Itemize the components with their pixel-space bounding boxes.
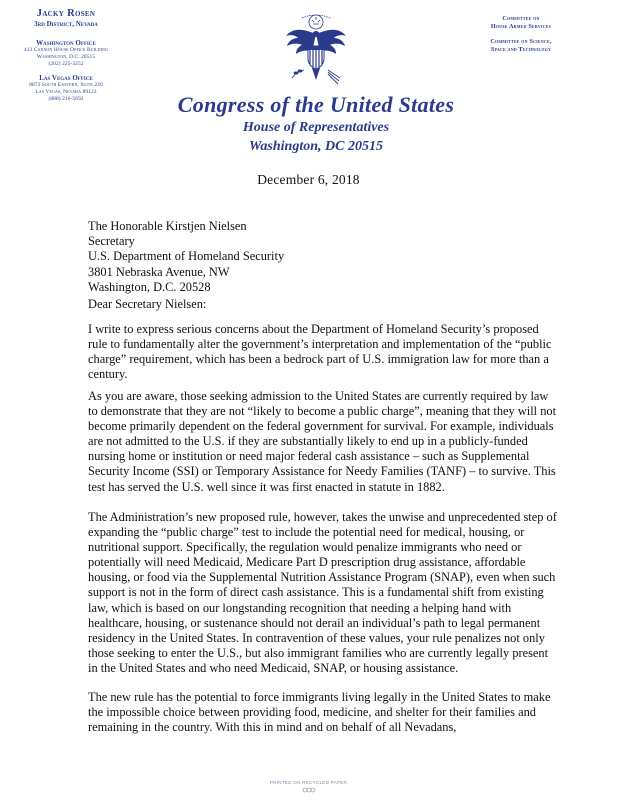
dc-office-title: Washington Office <box>36 39 96 47</box>
recycled-paper-note: PRINTED ON RECYCLED PAPER <box>269 780 348 785</box>
paragraph-1-text: I write to express serious concerns about the Department of Homeland Security’s proposed rule to fundamentally alter the government’s interpretation and implementation of the “public charge” requirement, which has been a bedrock part of U.S. immigration law for more than a century. <box>88 322 552 382</box>
paragraph-3-text: The Administration’s new proposed rule, however, takes the unwise and unprecedented step of expanding the “public charge” test to include the potential need for medical, housing, or nutritional support. Specifically, the regulation would penalize immigrants who need or potentially will need Medicaid, Medicare Part D prescription drug assistance, affordable housing, or food via the Supplemental Nutrition Assistance Program (SNAP), even when such support is not in the form of direct cash assistance. This is a fundamental shift from existing law, which is based on our longstanding recognition that needing a helping hand with healthcare, housing, or sustenance should not derail an individual’s path to legal permanent residency in the United States. In contravention of these values, your rule penalizes not only those seeking to enter the U.S., but also immigrant families who are currently legally present in the United States and who need Medicaid, SNAP, or housing assistance. <box>88 510 557 675</box>
recipient-line5: Washington, D.C. 20528 <box>88 279 211 294</box>
committee2-line1: Committee on Science, <box>490 38 552 45</box>
paragraph-4-text: The new rule has the potential to force immigrants living legally in the United States to make the impossible choice between providing food, medicine, and shelter for their families and remaining in the country. With this in mind and on behalf of all Nevadans, <box>88 690 551 735</box>
dc-office-phone: (202) 225-3252 <box>48 61 84 67</box>
letterhead-house: House of Representatives <box>242 120 390 135</box>
member-district: 3rd District, Nevada <box>34 20 98 28</box>
recipient-line4: 3801 Nebraska Avenue, NW <box>88 264 230 279</box>
recipient-address <box>88 219 558 295</box>
letterhead <box>176 92 456 156</box>
paragraph-4 <box>88 690 558 735</box>
letterhead-title: Congress of the United States <box>177 92 455 117</box>
paragraph-2-text: As you are aware, those seeking admission to the United States are currently required by law to demonstrate that they are not “likely to become a public charge”, meaning that they will not become primarily dependent on the federal government for survival. For example, individuals are not admitted to the U.S. if they are substantially likely to end up in a publicly-funded nursing home or institution or need major federal cash assistance – such as Supplemental Security Income (SSI) or Temporary Assistance for Needy Families (TANF) – to survive. This test has served the U.S. well since it was first enacted in statute in 1882. <box>88 389 557 494</box>
lv-office-line2: Las Vegas, Nevada 89123 <box>35 89 97 95</box>
recipient-line2: Secretary <box>88 234 135 249</box>
letterhead-city: Washington, DC 20515 <box>249 139 383 154</box>
lv-office-line1: 8872 South Eastern, Suite 220 <box>29 82 103 88</box>
paragraph-2 <box>88 389 558 495</box>
great-seal-eagle-icon <box>282 12 350 86</box>
committee1-line2: House Armed Services <box>490 23 552 30</box>
letter-date: December 6, 2018 <box>257 172 360 187</box>
committee2-line2: Space and Technology <box>490 46 552 53</box>
paragraph-1 <box>88 322 558 382</box>
lv-office-title: Las Vegas Office <box>39 74 93 82</box>
member-name: Jacky Rosen <box>36 8 96 19</box>
recipient-line1: The Honorable Kirstjen Nielsen <box>88 219 247 233</box>
committee-info <box>465 15 577 54</box>
recipient-line3: U.S. Department of Homeland Security <box>88 249 285 264</box>
dc-office-line1: 413 Cannon House Office Building <box>23 47 109 53</box>
paragraph-3 <box>88 510 558 676</box>
committee1-line1: Committee on <box>502 15 540 22</box>
lv-office-phone: (888) 216-5692 <box>48 96 84 102</box>
dc-office-line2: Washington, D.C. 20515 <box>36 54 96 60</box>
recycle-mark-icon <box>301 787 317 793</box>
salutation: Dear Secretary Nielsen: <box>88 297 207 311</box>
member-info <box>14 8 118 103</box>
